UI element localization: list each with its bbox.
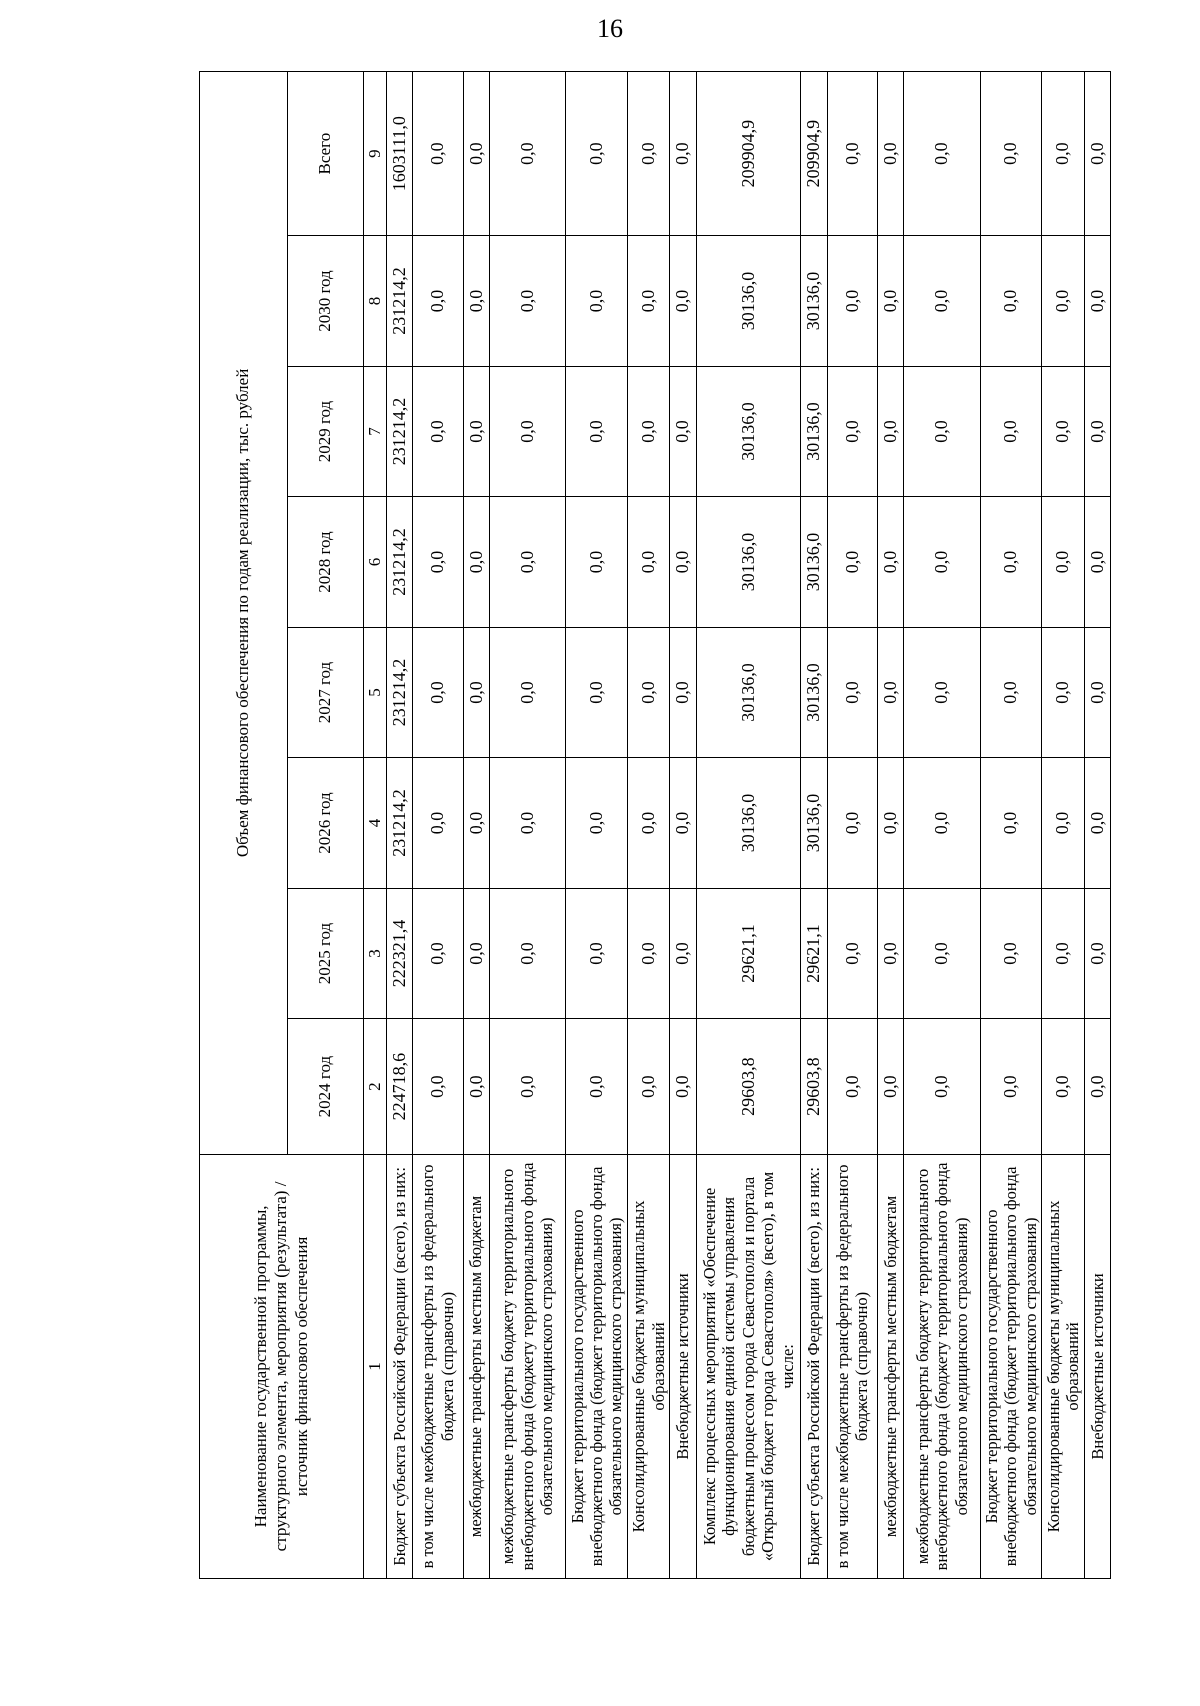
value-cell: 30136,0	[801, 627, 827, 758]
value-cell: 0,0	[463, 497, 489, 628]
value-cell: 0,0	[1084, 497, 1110, 628]
column-number: 5	[364, 627, 387, 758]
value-cell: 0,0	[1042, 888, 1084, 1019]
table-row	[413, 72, 463, 1579]
value-cell: 0,0	[827, 627, 877, 758]
value-cell: 231214,2	[387, 627, 413, 758]
year-header: 2027 год	[288, 627, 364, 758]
value-cell: 0,0	[670, 236, 696, 367]
value-cell: 0,0	[566, 888, 628, 1019]
row-label: Консолидированные бюджеты муниципальных образований	[1042, 1154, 1084, 1578]
value-cell: 0,0	[1042, 1019, 1084, 1155]
value-cell: 0,0	[904, 888, 981, 1019]
column-number: 1	[364, 1154, 387, 1578]
value-cell: 30136,0	[696, 758, 801, 889]
value-cell: 0,0	[670, 627, 696, 758]
row-label: межбюджетные трансферты бюджету территориального внебюджетного фонда (бюджету территориального фонда обязательного медицинского страхования)	[904, 1154, 981, 1578]
row-label: в том числе межбюджетные трансферты из федерального бюджета (справочно)	[413, 1154, 463, 1578]
value-cell: 0,0	[670, 1019, 696, 1155]
year-header: 2028 год	[288, 497, 364, 628]
value-cell: 0,0	[827, 236, 877, 367]
column-number: 8	[364, 236, 387, 367]
total-header: Всего	[288, 72, 364, 236]
value-cell: 0,0	[1042, 758, 1084, 889]
value-cell: 0,0	[566, 236, 628, 367]
year-header: 2026 год	[288, 758, 364, 889]
value-cell: 0,0	[1084, 366, 1110, 497]
table-row	[877, 72, 903, 1579]
total-cell: 0,0	[463, 72, 489, 236]
value-cell: 0,0	[670, 888, 696, 1019]
value-cell: 0,0	[670, 366, 696, 497]
value-cell: 0,0	[877, 758, 903, 889]
value-cell: 0,0	[628, 366, 670, 497]
value-cell: 0,0	[463, 627, 489, 758]
value-cell: 0,0	[1042, 236, 1084, 367]
rotated-table-container	[199, 71, 1111, 1579]
value-cell: 0,0	[628, 758, 670, 889]
year-header: 2030 год	[288, 236, 364, 367]
row-label: в том числе межбюджетные трансферты из федерального бюджета (справочно)	[827, 1154, 877, 1578]
value-cell: 0,0	[413, 888, 463, 1019]
year-header: 2025 год	[288, 888, 364, 1019]
value-cell: 0,0	[904, 627, 981, 758]
year-header: 2029 год	[288, 366, 364, 497]
row-label: межбюджетные трансферты местным бюджетам	[463, 1154, 489, 1578]
total-cell: 0,0	[877, 72, 903, 236]
value-cell: 0,0	[566, 497, 628, 628]
total-cell: 0,0	[1042, 72, 1084, 236]
value-cell: 0,0	[980, 758, 1042, 889]
value-cell: 30136,0	[801, 236, 827, 367]
value-cell: 0,0	[413, 627, 463, 758]
row-label: Консолидированные бюджеты муниципальных образований	[628, 1154, 670, 1578]
table-row	[827, 72, 877, 1579]
value-cell: 0,0	[489, 758, 566, 889]
value-cell: 0,0	[670, 758, 696, 889]
value-cell: 30136,0	[801, 497, 827, 628]
column-number: 2	[364, 1019, 387, 1155]
value-cell: 0,0	[463, 888, 489, 1019]
column-number: 6	[364, 497, 387, 628]
value-cell: 0,0	[980, 627, 1042, 758]
row-label: Бюджет субъекта Российской Федерации (всего), из них:	[387, 1154, 413, 1578]
value-cell: 0,0	[1042, 366, 1084, 497]
value-cell: 0,0	[566, 627, 628, 758]
table-row	[1042, 72, 1084, 1579]
total-cell: 209904,9	[696, 72, 801, 236]
value-cell: 0,0	[980, 888, 1042, 1019]
table-row	[489, 72, 566, 1579]
value-cell: 231214,2	[387, 366, 413, 497]
column-number: 4	[364, 758, 387, 889]
value-cell: 0,0	[904, 366, 981, 497]
value-cell: 0,0	[628, 236, 670, 367]
total-cell: 0,0	[904, 72, 981, 236]
volume-group-header: Объем финансового обеспечения по годам реализации, тыс. рублей	[200, 72, 288, 1155]
total-cell: 0,0	[489, 72, 566, 236]
value-cell: 231214,2	[387, 758, 413, 889]
value-cell: 0,0	[413, 236, 463, 367]
value-cell: 0,0	[904, 1019, 981, 1155]
value-cell: 0,0	[877, 236, 903, 367]
value-cell: 0,0	[877, 627, 903, 758]
table-row	[387, 72, 413, 1579]
value-cell: 0,0	[904, 236, 981, 367]
value-cell: 30136,0	[696, 236, 801, 367]
value-cell: 0,0	[1042, 627, 1084, 758]
value-cell: 30136,0	[801, 366, 827, 497]
value-cell: 0,0	[1084, 758, 1110, 889]
row-label: межбюджетные трансферты местным бюджетам	[877, 1154, 903, 1578]
table-row	[670, 72, 696, 1579]
value-cell: 0,0	[566, 366, 628, 497]
total-cell: 0,0	[566, 72, 628, 236]
value-cell: 0,0	[1084, 1019, 1110, 1155]
total-cell: 1603111,0	[387, 72, 413, 236]
value-cell: 29621,1	[801, 888, 827, 1019]
value-cell: 0,0	[566, 1019, 628, 1155]
value-cell: 0,0	[827, 888, 877, 1019]
value-cell: 0,0	[463, 758, 489, 889]
total-cell: 0,0	[413, 72, 463, 236]
value-cell: 0,0	[877, 366, 903, 497]
value-cell: 0,0	[489, 497, 566, 628]
value-cell: 0,0	[489, 888, 566, 1019]
table-row	[628, 72, 670, 1579]
value-cell: 231214,2	[387, 497, 413, 628]
total-cell: 0,0	[670, 72, 696, 236]
value-cell: 0,0	[413, 497, 463, 628]
value-cell: 0,0	[980, 236, 1042, 367]
value-cell: 0,0	[670, 497, 696, 628]
financing-table	[199, 71, 1111, 1579]
value-cell: 0,0	[463, 366, 489, 497]
total-cell: 0,0	[827, 72, 877, 236]
row-label: Бюджет территориального государственного внебюджетного фонда (бюджет территориального фонда обязательного медицинского страхования)	[980, 1154, 1042, 1578]
value-cell: 0,0	[877, 497, 903, 628]
value-cell: 0,0	[489, 366, 566, 497]
value-cell: 0,0	[827, 497, 877, 628]
table-row	[463, 72, 489, 1579]
value-cell: 0,0	[1042, 497, 1084, 628]
column-number: 7	[364, 366, 387, 497]
value-cell: 0,0	[628, 1019, 670, 1155]
table-row	[566, 72, 628, 1579]
value-cell: 231214,2	[387, 236, 413, 367]
column-number-row	[364, 72, 387, 1579]
value-cell: 29603,8	[801, 1019, 827, 1155]
table-row	[696, 72, 801, 1579]
total-cell: 0,0	[1084, 72, 1110, 236]
value-cell: 0,0	[904, 497, 981, 628]
value-cell: 0,0	[980, 366, 1042, 497]
total-cell: 0,0	[628, 72, 670, 236]
value-cell: 0,0	[1084, 236, 1110, 367]
total-cell: 0,0	[980, 72, 1042, 236]
value-cell: 30136,0	[801, 758, 827, 889]
value-cell: 0,0	[980, 497, 1042, 628]
row-label: межбюджетные трансферты бюджету территориального внебюджетного фонда (бюджету территориального фонда обязательного медицинского страхования)	[489, 1154, 566, 1578]
value-cell: 0,0	[489, 627, 566, 758]
value-cell: 30136,0	[696, 366, 801, 497]
value-cell: 0,0	[1084, 888, 1110, 1019]
table-header	[200, 72, 387, 1579]
column-number: 3	[364, 888, 387, 1019]
year-header: 2024 год	[288, 1019, 364, 1155]
value-cell: 0,0	[904, 758, 981, 889]
value-cell: 0,0	[489, 1019, 566, 1155]
value-cell: 0,0	[877, 888, 903, 1019]
value-cell: 224718,6	[387, 1019, 413, 1155]
table-row	[980, 72, 1042, 1579]
page-number: 16	[597, 14, 623, 43]
value-cell: 29603,8	[696, 1019, 801, 1155]
table-row	[1084, 72, 1110, 1579]
value-cell: 0,0	[877, 1019, 903, 1155]
value-cell: 0,0	[463, 236, 489, 367]
column-number: 9	[364, 72, 387, 236]
row-label: Комплекс процессных мероприятий «Обеспечение функционирования единой системы управления бюджетным процессом города Севастополя и портала «Открытый бюджет города Севастополя» (всего), в том числе:	[696, 1154, 801, 1578]
value-cell: 0,0	[827, 366, 877, 497]
value-cell: 222321,4	[387, 888, 413, 1019]
row-label: Бюджет субъекта Российской Федерации (всего), из них:	[801, 1154, 827, 1578]
value-cell: 0,0	[980, 1019, 1042, 1155]
total-cell: 209904,9	[801, 72, 827, 236]
row-label: Внебюджетные источники	[670, 1154, 696, 1578]
table-body	[387, 72, 1111, 1579]
value-cell: 0,0	[413, 366, 463, 497]
value-cell: 0,0	[566, 758, 628, 889]
table-row	[801, 72, 827, 1579]
value-cell: 0,0	[1084, 627, 1110, 758]
value-cell: 0,0	[413, 758, 463, 889]
value-cell: 0,0	[827, 758, 877, 889]
value-cell: 0,0	[827, 1019, 877, 1155]
row-label: Внебюджетные источники	[1084, 1154, 1110, 1578]
value-cell: 0,0	[413, 1019, 463, 1155]
value-cell: 0,0	[489, 236, 566, 367]
value-cell: 30136,0	[696, 627, 801, 758]
row-label: Бюджет территориального государственного внебюджетного фонда (бюджет территориального фонда обязательного медицинского страхования)	[566, 1154, 628, 1578]
value-cell: 0,0	[628, 627, 670, 758]
value-cell: 0,0	[628, 497, 670, 628]
value-cell: 0,0	[463, 1019, 489, 1155]
value-cell: 30136,0	[696, 497, 801, 628]
value-cell: 0,0	[628, 888, 670, 1019]
value-cell: 29621,1	[696, 888, 801, 1019]
table-row	[904, 72, 981, 1579]
name-column-header: Наименование государственной программы, структурного элемента, мероприятия (результата) / источник финансового обеспечения	[200, 1154, 364, 1578]
